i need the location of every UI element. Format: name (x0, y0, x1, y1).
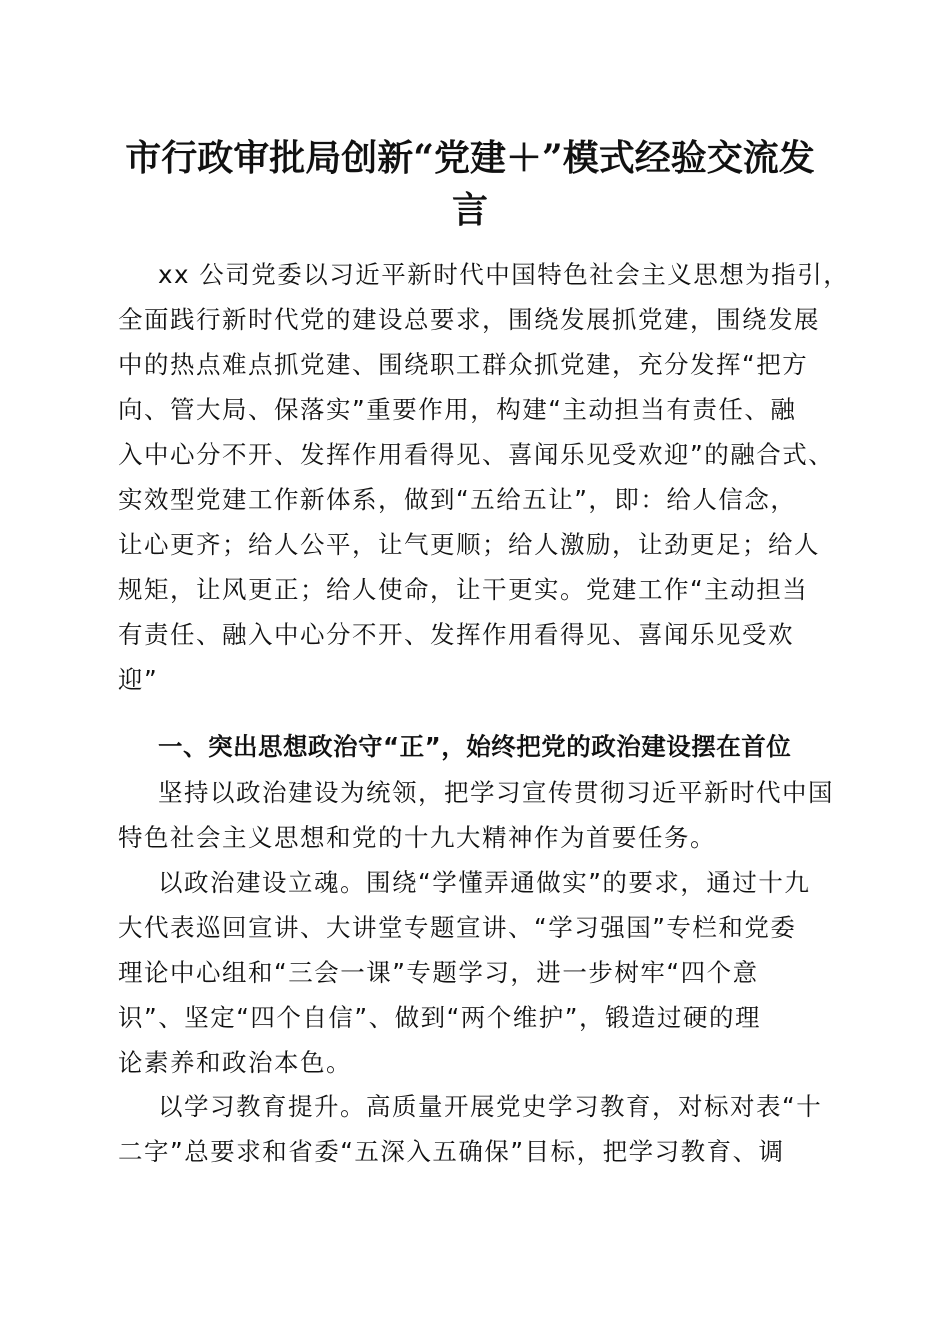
paragraph-line: 识”、坚定“四个自信”、做到“两个维护”，锻造过硬的理 (118, 1003, 761, 1032)
intro-paragraph (118, 252, 850, 702)
paragraph-line: 二字”总要求和省委“五深入五确保”目标，把学习教育、调 (118, 1137, 785, 1166)
paragraph-line: 以学习教育提升。高质量开展党史学习教育，对标对表“十 (158, 1092, 823, 1121)
title-line: 市行政审批局创新“党建＋”模式经验交流发 (125, 137, 815, 179)
paragraph-2 (118, 860, 838, 1085)
paragraph-line: 论素养和政治本色。 (118, 1048, 352, 1077)
section-heading-text: 一、突出思想政治守“正”，始终把党的政治建设摆在首位 (158, 732, 792, 761)
paragraph-line: 规矩，让风更正；给人使命，让干更实。党建工作“主动担当 (118, 575, 809, 604)
paragraph-line: xx 公司党委以习近平新时代中国特色社会主义思想为指引， (158, 260, 850, 289)
title-line: 言 (451, 189, 488, 231)
section-heading (118, 724, 838, 769)
paragraph-line: 有责任、融入中心分不开、发挥作用看得见、喜闻乐见受欢 (118, 620, 794, 649)
paragraph-1 (118, 770, 838, 860)
paragraph-line: 实效型党建工作新体系，做到“五给五让”，即：给人信念， (118, 485, 797, 514)
paragraph-3 (118, 1084, 838, 1174)
paragraph-line: 以政治建设立魂。围绕“学懂弄通做实”的要求，通过十九 (158, 868, 811, 897)
paragraph-line: 特色社会主义思想和党的十九大精神作为首要任务。 (118, 823, 716, 852)
paragraph-line: 入中心分不开、发挥作用看得见、喜闻乐见受欢迎”的融合式、 (118, 440, 835, 469)
paragraph-line: 坚持以政治建设为统领，把学习宣传贯彻习近平新时代中国 (158, 778, 834, 807)
paragraph-line: 大代表巡回宣讲、大讲堂专题宣讲、“学习强国”专栏和党委 (118, 913, 797, 942)
paragraph-line: 让心更齐；给人公平，让气更顺；给人激励，让劲更足；给人 (118, 530, 820, 559)
paragraph-line: 理论中心组和“三会一课”专题学习，进一步树牢“四个意 (118, 958, 759, 987)
paragraph-line: 全面践行新时代党的建设总要求，围绕发展抓党建，围绕发展 (118, 305, 820, 334)
paragraph-line: 向、管大局、保落实”重要作用，构建“主动担当有责任、融 (118, 395, 797, 424)
paragraph-line: 中的热点难点抓党建、围绕职工群众抓党建，充分发挥“把方 (118, 350, 809, 379)
paragraph-line: 迎” (118, 665, 159, 694)
document-title (110, 132, 830, 236)
